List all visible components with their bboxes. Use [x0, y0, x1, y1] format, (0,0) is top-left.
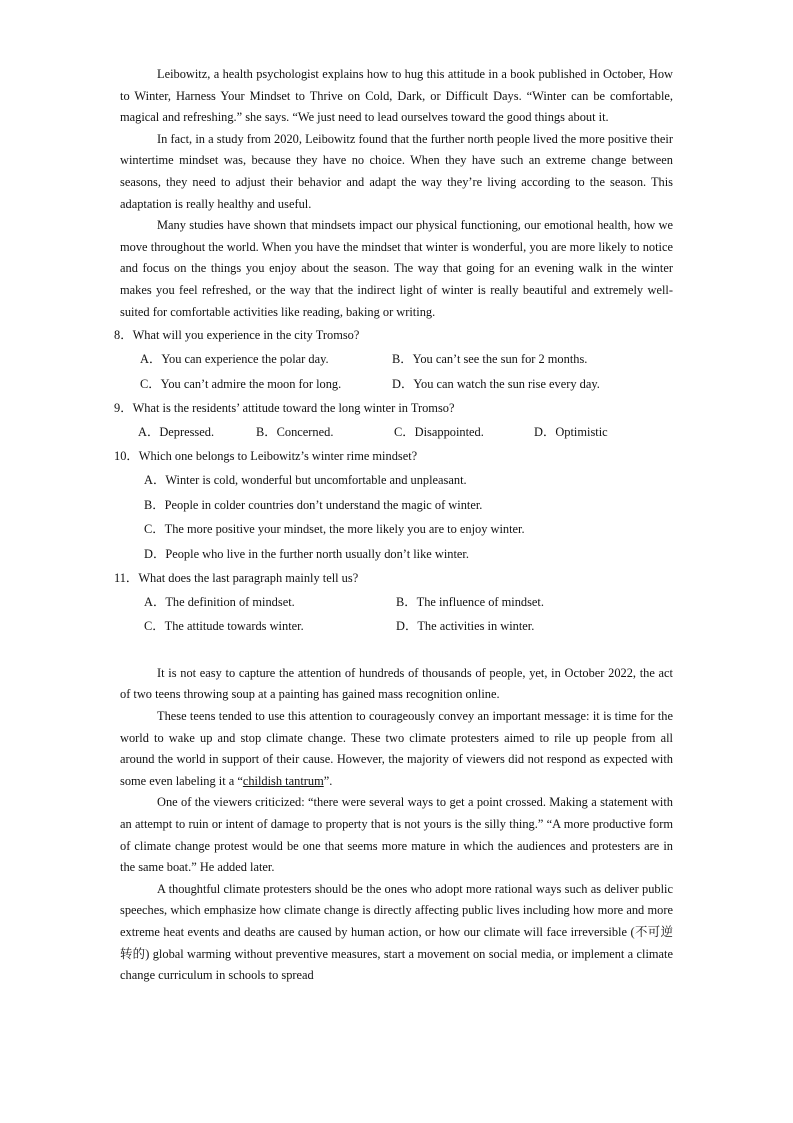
- passage-paragraph: A thoughtful climate protesters should be the ones who adopt more rational ways such as deliver public speeches, which emphasize how climate change is directly affecting public lives including how more and more extreme heat events and deaths are caused by human action, or how our climate will face irreversible (不可逆转的) global warming without preventive measures, start a movement on social media, or implement a climate change curriculum in schools to spread: [120, 881, 673, 983]
- question-10: [114, 444, 673, 566]
- option-c[interactable]: C． The more positive your mindset, the more likely you are to enjoy winter.: [144, 522, 525, 537]
- passage-paragraph: It is not easy to capture the attention of hundreds of thousands of people, yet, in October 2022, the act of two teens throwing soup at a painting has gained mass recognition online.: [120, 665, 673, 702]
- section-gap: [120, 639, 673, 663]
- passage-paragraph: In fact, in a study from 2020, Leibowitz found that the further north people lived the more positive their wintertime mindset was, because they have no choice. When they have such an extreme change between seasons, they need to adjust their behavior and adapt the way they’re living according to the season. This adaptation is really healthy and useful.: [120, 131, 673, 211]
- option-b[interactable]: B．Concerned.: [256, 424, 334, 439]
- question-stem: What will you experience in the city Tromso?: [132, 328, 360, 343]
- question-number: 11．: [114, 570, 139, 585]
- question-stem: Which one belongs to Leibowitz’s winter rime mindset?: [138, 449, 418, 464]
- question-11: [114, 566, 673, 639]
- option-d[interactable]: D． People who live in the further north usually don’t like winter.: [144, 546, 469, 561]
- option-b[interactable]: B．You can’t see the sun for 2 months.: [392, 352, 588, 367]
- question-stem: What does the last paragraph mainly tell us?: [138, 570, 359, 585]
- exam-page: [114, 64, 673, 987]
- passage-paragraph: One of the viewers criticized: “there were several ways to get a point crossed. Making a statement with an attempt to ruin or intent of damage to property that is not yours is the silly thing.” “A more productive form of climate change protest would be one that seems more mature in which the audiences and protesters are in the same boat.” He added later.: [120, 795, 673, 875]
- question-9: [114, 396, 673, 444]
- question-stem: What is the residents’ attitude toward the long winter in Tromso?: [132, 400, 455, 415]
- option-a[interactable]: A． Winter is cold, wonderful but uncomfortable and unpleasant.: [144, 473, 467, 488]
- option-d[interactable]: D．You can watch the sun rise every day.: [392, 376, 600, 391]
- option-b[interactable]: B．The influence of mindset.: [396, 594, 544, 609]
- question-number: 8．: [114, 328, 133, 343]
- option-a[interactable]: A．Depressed.: [138, 424, 215, 439]
- option-b[interactable]: B． People in colder countries don’t understand the magic of winter.: [144, 497, 483, 512]
- option-c[interactable]: C．You can’t admire the moon for long.: [140, 376, 342, 391]
- underlined-phrase: childish tantrum: [242, 773, 324, 788]
- question-number: 9．: [114, 400, 133, 415]
- passage-paragraph: Leibowitz, a health psychologist explains how to hug this attitude in a book published in October, How to Winter, Harness Your Mindset to Thrive on Cold, Dark, or Difficult Days. “Winter can be comfortable, magical and refreshing.” she says. “We just need to lead ourselves toward the good things about it.: [120, 67, 673, 125]
- passage-paragraph: Many studies have shown that mindsets impact our physical functioning, our emotional health, how we move throughout the world. When you have the mindset that winter is wonderful, you are more likely to notice and focus on the things you enjoy about the season. The way that going for an evening walk in the winter makes you feel refreshed, or the way that the indirect light of winter is really beautiful and extremely well-suited for comfortable activities like reading, baking or writing.: [120, 218, 673, 319]
- option-d[interactable]: D．The activities in winter.: [396, 619, 535, 634]
- option-c[interactable]: C．Disappointed.: [394, 424, 484, 439]
- option-d[interactable]: D．Optimistic: [534, 424, 608, 439]
- question-number: 10．: [114, 449, 139, 464]
- option-a[interactable]: A．You can experience the polar day.: [140, 352, 329, 367]
- passage-paragraph: These teens tended to use this attention to courageously convey an important message: it is time for the world to wake up and stop climate change. These two climate protesters aimed to rile up people from all around the world in support of their cause. However, the majority of viewers did not respond as expected with some even labeling it a “childish tantrum”.: [120, 708, 673, 788]
- option-c[interactable]: C．The attitude towards winter.: [144, 619, 304, 634]
- option-a[interactable]: A．The definition of mindset.: [144, 594, 295, 609]
- question-8: [114, 323, 673, 396]
